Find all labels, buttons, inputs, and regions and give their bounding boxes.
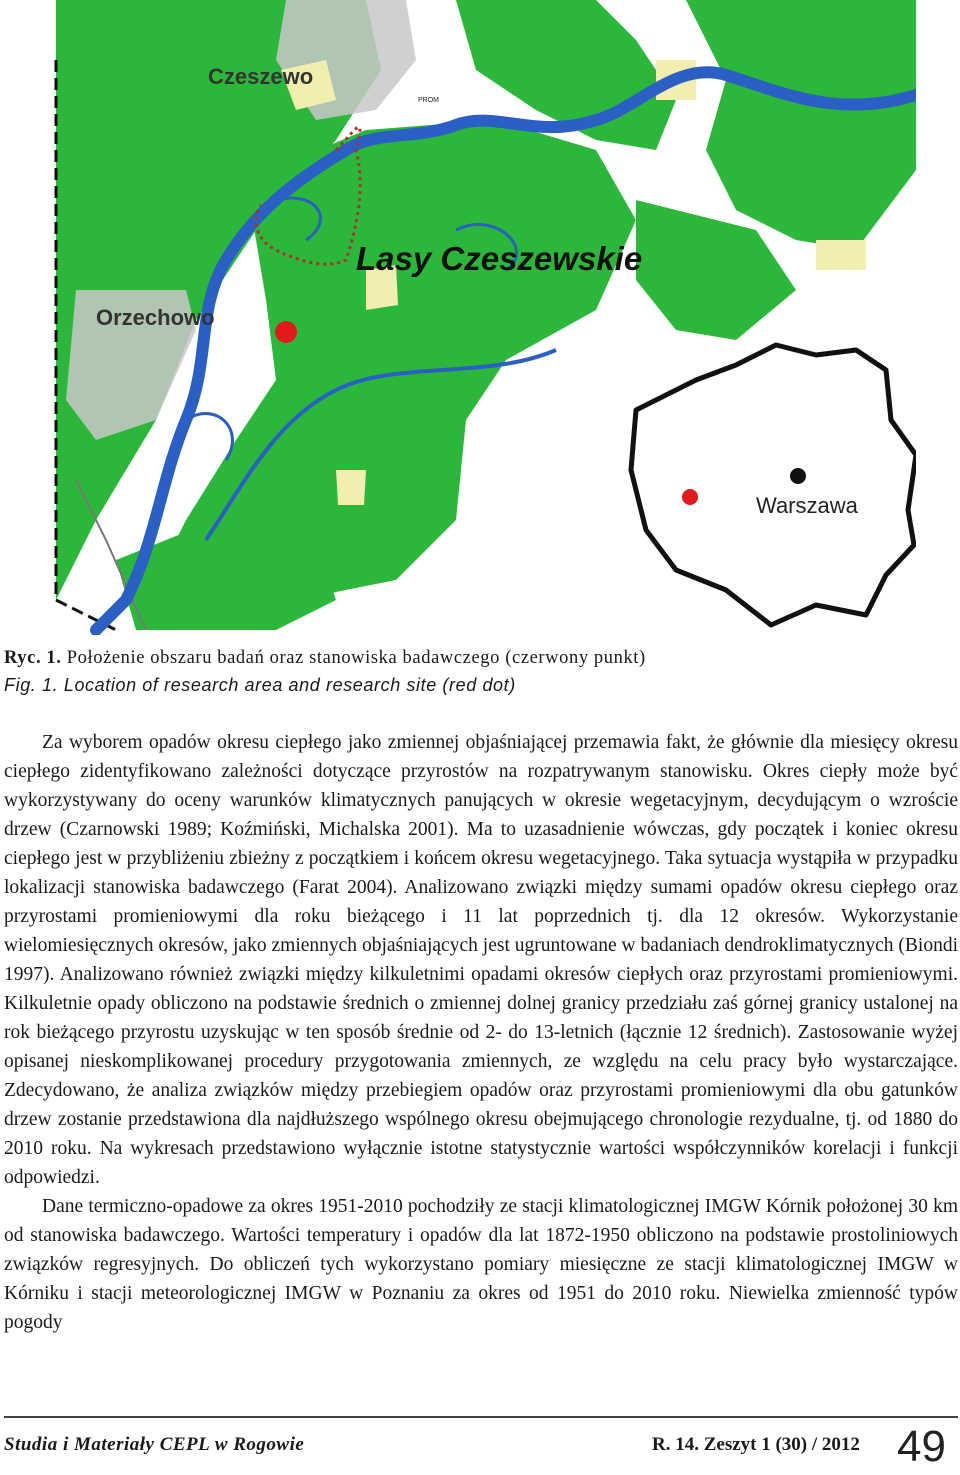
- label-czeszewo: Czeszewo: [208, 64, 314, 89]
- caption-text-en: Location of research area and research site (red dot): [63, 675, 516, 695]
- meadow-patch-4: [816, 240, 866, 270]
- issue-info: R. 14. Zeszyt 1 (30) / 2012: [652, 1434, 860, 1455]
- poland-site-dot: [682, 489, 698, 505]
- page-number: 49: [897, 1422, 946, 1471]
- body-text: [4, 728, 958, 1337]
- research-site-dot: [275, 321, 297, 343]
- meadow-patch-3: [336, 470, 366, 505]
- label-orzechowo: Orzechowo: [96, 305, 215, 330]
- caption-label-pl: Ryc. 1.: [4, 648, 62, 668]
- paragraph-1: Za wyborem opadów okresu ciepłego jako zmiennej objaśniającej przemawia fakt, że głównie dla miesięcy okresu ciepłego zidentyfikowano zależności dotyczące przyrostów na rozpatrywanym stanowisku. Okres ciepły może być wykorzystywany do oceny warunków klimatycznych panujących w okresie wegetacyjnym, decydującym o wzroście drzew (Czarnowski 1989; Koźmiński, Michalska 2001). Ma to uzasadnienie wówczas, gdy początek i koniec okresu ciepłego jest w przybliżeniu zbieżny z początkiem i końcem okresu wegetacyjnego. Taka sytuacja wystąpiła w przypadku lokalizacji stanowiska badawczego (Farat 2004). Analizowano związki między sumami opadów okresu ciepłego oraz przyrostami promieniowymi dla roku bieżącego i 11 lat poprzednich tj. dla 12 okresów. Wykorzystanie wielomiesięcznych okresów, jako zmiennych objaśniających jest ugruntowane w badaniach dendroklimatycznych (Biondi 1997). Analizowano również związki między kilkuletnimi opadami okresów ciepłych oraz przyrostami promieniowymi. Kilkuletnie opady obliczono na podstawie średnich o zmiennej dolnej granicy przedziału zaś górnej granicy ustalonej na rok bieżącego przyrostu uzyskując w ten sposób średnie od 2- do 13-letnich (łącznie 12 średnich). Zastosowanie wyżej opisanej nieskomplikowanej procedury przygotowania zmiennych, ze względu na celu pracy było wystarczające. Zdecydowano, że analiza związków między przebiegiem opadów oraz przyrostami promieniowymi dla obu gatunków drzew zostanie przedstawiona dla najdłuższego wspólnego okresu obejmującego chronologie rezydualne, tj. od 1880 do 2010 roku. Na wykresach przedstawiono wyłącznie istotne statystycznie wartości współczynników korelacji i funkcji odpowiedzi.: [4, 732, 958, 1188]
- footer-divider: [4, 1416, 958, 1418]
- paragraph-2: Dane termiczno-opadowe za okres 1951-2010 pochodziły ze stacji klimatologicznej IMGW Kórnik położonej 30 km od stanowiska badawczego. Wartości temperatury i opadów dla lat 1872-1950 obliczono na podstawie prostoliniowych związków regresyjnych. Do obliczeń tych wykorzystano pomiary miesięczne ze stacji klimatologicznej IMGW w Kórniku i stacji meteorologicznej IMGW w Poznaniu za okres od 1951 do 2010 roku. Niewielka zmienność typów pogody: [4, 1196, 958, 1333]
- label-warszawa: Warszawa: [756, 493, 858, 518]
- figure-caption-english: [4, 675, 954, 696]
- warszawa-dot: [790, 468, 806, 484]
- label-prom: PROM: [418, 97, 439, 104]
- figure-caption-polish: [4, 648, 954, 669]
- location-map: [36, 0, 916, 635]
- caption-text-pl: Położenie obszaru badań oraz stanowiska badawczego (czerwony punkt): [66, 648, 646, 668]
- label-lasy-czeszewskie: Lasy Czeszewskie: [356, 240, 643, 277]
- caption-label-en: Fig. 1.: [4, 675, 59, 695]
- journal-name: Studia i Materiały CEPL w Rogowie: [4, 1434, 305, 1455]
